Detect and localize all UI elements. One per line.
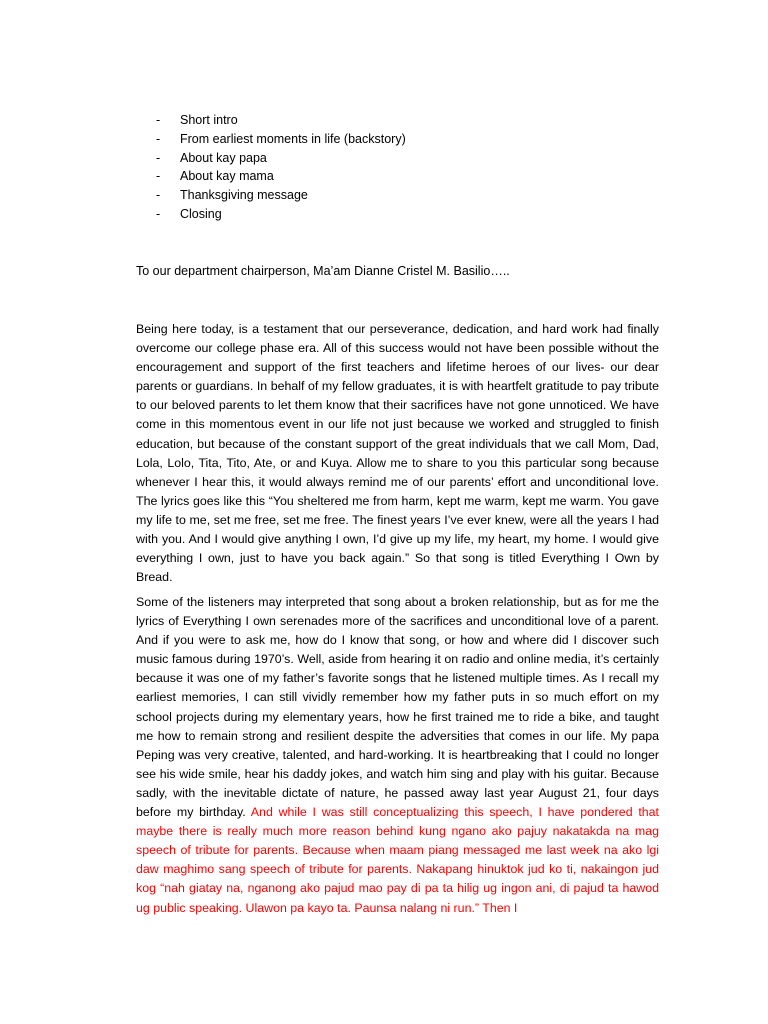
- speech-outline-list: [156, 111, 406, 224]
- paragraph-backstory: [136, 593, 659, 918]
- paragraph-backstory-text: Some of the listeners may interpreted that song about a broken relationship, but as for me the lyrics of Everything I own serenades more of the sacrifices and unconditional love of a parent. And if you were to ask me, how do I know that song, or how and where did I discover such music famous during 1970’s. Well, aside from hearing it on radio and online media, it’s certainly because it was one of my father’s favorite songs that he listened multiple times. As I recall my earliest memories, I can still vividly remember how my father puts in so much effort on my school projects during my elementary years, how he first trained me to ride a bike, and taught me how to remain strong and resilient despite the adversities that comes in our life. My papa Peping was very creative, talented, and hard-working. It is heartbreaking that I could no longer see his wide smile, hear his daddy jokes, and watch him sing and play with his guitar. Because sadly, with the inevitable dictate of nature, he passed away last year August 21, four days before my birthday.: [136, 595, 659, 820]
- paragraph-intro: Being here today, is a testament that our perseverance, dedication, and hard work had finally overcome our college phase era. All of this success would not have been possible without the encouragement and support of the first teachers and lifetime heroes of our lives- our dear parents or guardians. In behalf of my fellow graduates, it is with heartfelt gratitude to pay tribute to our beloved parents to let them know that their sacrifices have not gone unnoticed. We have come in this momentous event in our life not just because we worked and struggled to finish education, but because of the constant support of the great individuals that we call Mom, Dad, Lola, Lolo, Tita, Tito, Ate, or and Kuya. Allow me to share to you this particular song because whenever I hear this, it would always remind me of our parents’ effort and unconditional love. The lyrics goes like this “You sheltered me from harm, kept me warm, kept me warm. You gave my life to me, set me free, set me free. The finest years I’ve ever knew, were all the years I had with you. And I would give anything I own, I’d give up my life, my heart, my home. I would give everything I own, just to have you back again.” So that song is titled Everything I Own by Bread.: [136, 322, 659, 585]
- list-dash: -: [156, 169, 161, 184]
- list-item: [156, 186, 406, 205]
- list-item: [156, 205, 406, 224]
- list-item: [156, 149, 406, 168]
- list-item-text: About kay mama: [180, 169, 274, 184]
- list-dash: -: [156, 188, 161, 203]
- list-dash: -: [156, 206, 161, 221]
- list-item: [156, 130, 406, 149]
- list-item: [156, 111, 406, 130]
- list-dash: -: [156, 113, 161, 127]
- list-item-text: Thanksgiving message: [180, 188, 308, 203]
- salutation-line: To our department chairperson, Ma’am Dianne Cristel M. Basilio…..: [136, 264, 510, 278]
- list-dash: -: [156, 131, 161, 146]
- list-item: [156, 167, 406, 186]
- list-item-text: Short intro: [180, 113, 238, 127]
- list-item-text: About kay papa: [180, 150, 267, 165]
- highlighted-red-text: And while I was still conceptualizing this speech, I have pondered that maybe there is really much more reason behind kung ngano ako pajuy nakatakda na mag speech of tribute for parents. Because when maam piang messaged me last week na ako lgi daw maghimo sang speech of tribute for parents. Nakapang hinuktok jud ko ti, nakaingon jud kog “nah giatay na, nganong ako pajud mao pay di pa ta hilig ug ingon ani, di pajud ta hawod ug public speaking. Ulawon pa kayo ta. Paunsa nalang ni run.” Then I: [136, 805, 659, 915]
- list-item-text: From earliest moments in life (backstory): [180, 131, 406, 146]
- list-dash: -: [156, 150, 161, 165]
- list-item-text: Closing: [180, 206, 222, 221]
